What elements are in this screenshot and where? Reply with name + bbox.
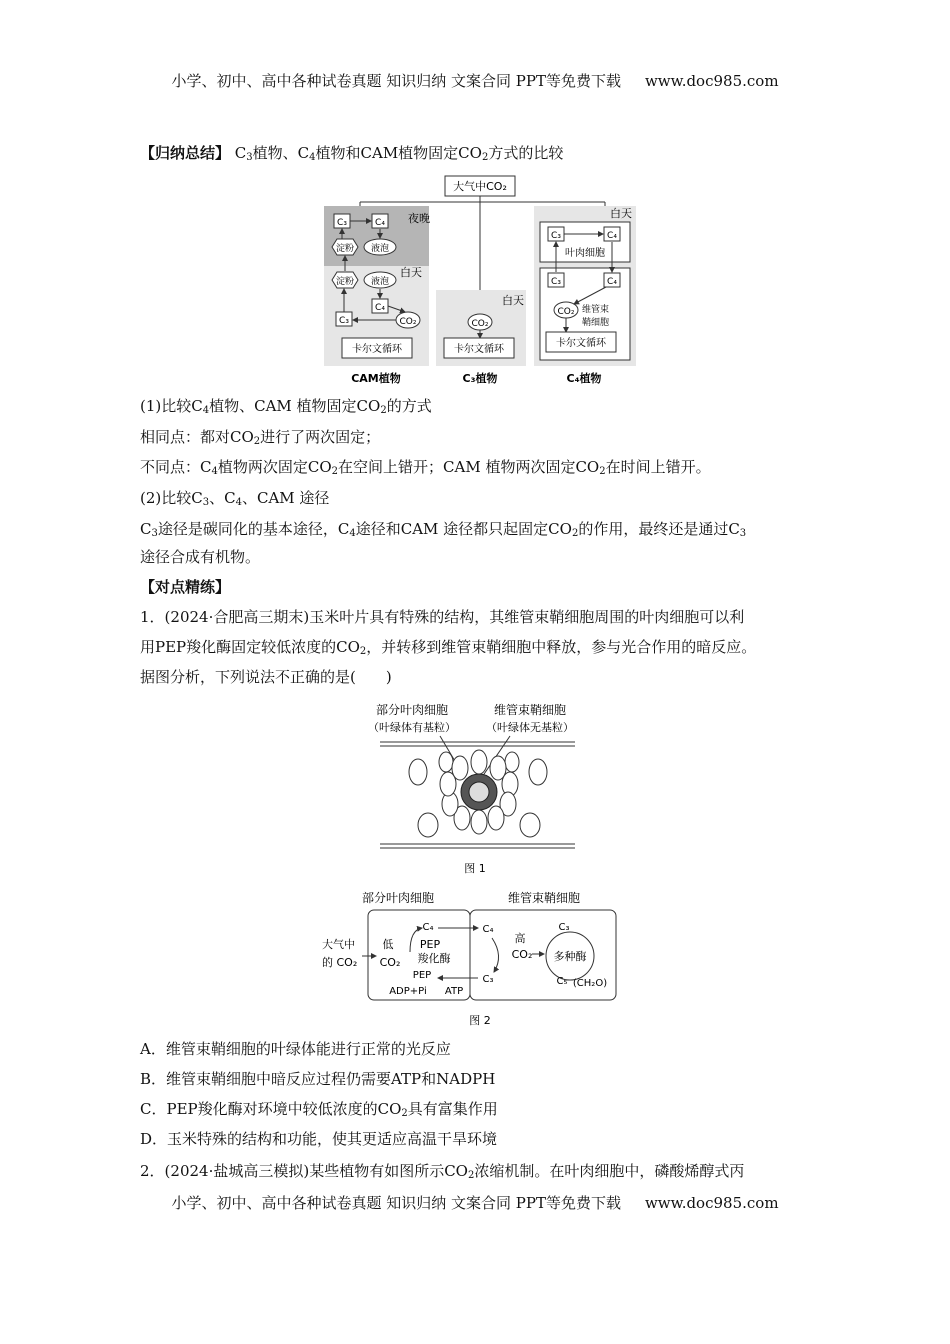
summary-title-sub: 4: [309, 152, 316, 163]
text: C: [140, 520, 152, 538]
fig2-c4: C₄: [422, 922, 434, 933]
text: (1)比较C: [140, 397, 203, 415]
sub: 4: [202, 405, 210, 416]
q1-line-1: 1．(2024·合肥高三期末)玉米叶片具有特殊的结构，其维管束鞘细胞周围的叶肉细胞可以利: [140, 608, 745, 626]
header-url: www.doc985.com: [644, 72, 779, 90]
page-header: [0, 70, 950, 91]
c4-c3-text: C₃: [551, 277, 561, 287]
sub: 3: [739, 528, 747, 539]
q2-line-1: [140, 1160, 744, 1182]
fig2-atm-2: 的 CO₂: [322, 956, 358, 969]
fig2-low: 低: [382, 938, 394, 951]
sub: 2: [571, 528, 579, 539]
text: C．PEP羧化酶对环境中较低浓度的CO: [140, 1100, 402, 1118]
fig2-high: 高: [514, 932, 526, 945]
sub: 2: [359, 646, 367, 657]
practice-tag: 【对点精练】: [140, 578, 231, 596]
paragraph-similarity: [140, 426, 380, 448]
sub: 4: [211, 466, 218, 477]
footer-url: www.doc985.com: [644, 1194, 779, 1212]
sub: 4: [235, 497, 242, 508]
fig1-right-label-2: （叶绿体无基粒）: [486, 721, 574, 734]
summary-title-part: 植物、C: [252, 144, 310, 162]
text: 、CAM 途径: [241, 489, 330, 507]
fig1-caption: 图 1: [464, 862, 486, 875]
c4-c3-text: C₃: [551, 231, 561, 241]
cam-starch-text: 淀粉: [335, 277, 355, 287]
sub: 2: [253, 436, 261, 447]
text: 途径合成有机物。: [140, 548, 261, 566]
fig2-pep: PEP: [412, 970, 432, 981]
cam-c3-text: C₃: [337, 218, 347, 228]
c4-calvin-text: 卡尔文循环: [556, 338, 606, 349]
fig2-c5: C₅: [556, 976, 568, 987]
cam-starch-text: 淀粉: [335, 244, 355, 254]
fig2-pep-enzyme-2: 羧化酶: [417, 952, 451, 965]
fig2-left-title: 部分叶肉细胞: [361, 891, 435, 905]
leaf-cross-section-figure: [340, 700, 610, 880]
page-footer: [0, 1192, 950, 1213]
text: 浓缩机制。在叶肉细胞中，磷酸烯醇式丙: [474, 1162, 745, 1180]
cam-label: CAM植物: [351, 372, 401, 385]
sub: 2: [467, 1170, 475, 1181]
fig2-caption: 图 2: [469, 1014, 491, 1027]
text: 用PEP羧化酶固定较低浓度的CO: [140, 638, 360, 656]
text: 不同点：C: [140, 458, 212, 476]
c4-co2-text: CO₂: [557, 307, 575, 317]
c4-day-label: 白天: [610, 207, 632, 220]
text: 2．(2024·盐城高三模拟)某些植物有如图所示CO: [140, 1162, 468, 1180]
fig2-pep-enzyme-1: PEP: [419, 938, 441, 951]
text: 具有富集作用: [407, 1100, 498, 1118]
text: 途径是碳同化的基本途径，C: [157, 520, 350, 538]
fig1-left-label-2: （叶绿体有基粒）: [368, 721, 456, 734]
text: (2)比较C: [140, 489, 203, 507]
summary-title-sub: 2: [481, 152, 489, 163]
sub: 3: [151, 528, 158, 539]
c4-c4-text: C₄: [607, 231, 617, 241]
fig2-atp: ATP: [444, 986, 464, 997]
sub: 2: [401, 1108, 408, 1119]
option-d: D．玉米特殊的结构和功能，使其更适应高温干旱环境: [140, 1130, 498, 1148]
fig2-ch2o: (CH₂O): [572, 978, 608, 989]
fig1-right-label-1: 维管束鞘细胞: [493, 703, 567, 717]
c3-calvin-text: 卡尔文循环: [454, 344, 504, 355]
c4-bundle-label-1: 维管束: [582, 305, 610, 315]
sub: 2: [380, 405, 387, 416]
fig2-atm-1: 大气中: [322, 938, 355, 951]
option-a: A．维管束鞘细胞的叶绿体能进行正常的光反应: [140, 1040, 451, 1058]
text: 途径和CAM 途径都只起固定CO: [355, 520, 572, 538]
q1-line-3: 据图分析，下列说法不正确的是( ): [140, 668, 392, 686]
fig2-adp: ADP+Pi: [389, 986, 427, 997]
c4-mesophyll-label: 叶肉细胞: [565, 248, 605, 259]
cam-co2-text: CO₂: [399, 317, 417, 327]
fig1-left-label-1: 部分叶肉细胞: [375, 703, 449, 717]
fig2-enzymes: 多种酶: [553, 950, 587, 963]
cam-c3-text: C₃: [339, 316, 349, 326]
summary-title-part: 植物和CAM植物固定CO: [315, 144, 482, 162]
text: 、C: [209, 489, 236, 507]
cam-c4-text: C₄: [375, 218, 385, 228]
cam-vacuole-text: 液泡: [370, 244, 390, 254]
sub: 2: [331, 466, 339, 477]
paragraph-2: [140, 487, 329, 509]
sub: 2: [599, 466, 606, 477]
text: ，并转移到维管束鞘细胞中释放，参与光合作用的暗反应。: [366, 638, 757, 656]
c4-bundle-label-2: 鞘细胞: [582, 318, 610, 328]
text: 的作用，最终还是通过C: [578, 520, 740, 538]
footer-text: 小学、初中、高中各种试卷真题 知识归纳 文案合同 PPT等免费下载: [171, 1194, 621, 1212]
c4-c4-text: C₄: [607, 277, 617, 287]
c3-label: C₃植物: [462, 372, 498, 385]
text: 相同点：都对CO: [140, 428, 254, 446]
summary-title-part: 方式的比较: [488, 144, 564, 162]
paragraph-difference: [140, 456, 711, 478]
night-label: 夜晚: [408, 212, 430, 225]
summary-title: [140, 142, 563, 164]
paragraph-1: [140, 395, 432, 417]
text: 在时间上错开。: [605, 458, 711, 476]
vascular-core: [469, 782, 489, 802]
text: 植物、CAM 植物固定CO: [209, 397, 381, 415]
fig2-low-co2: CO₂: [379, 956, 401, 969]
cam-vacuole-text: 液泡: [370, 277, 390, 287]
fig2-c3c: C₃: [558, 922, 570, 933]
sub: 3: [202, 497, 210, 508]
option-c: [140, 1098, 498, 1120]
text: 在空间上错开；CAM 植物两次固定CO: [338, 458, 600, 476]
fig2-c3b: C₃: [482, 974, 494, 985]
c3-co2-text: CO₂: [471, 319, 489, 329]
text: 进行了两次固定；: [260, 428, 381, 446]
paragraph-pathway-cont: [140, 546, 260, 568]
cam-calvin-text: 卡尔文循环: [352, 344, 402, 355]
c3-day-label: 白天: [502, 294, 524, 307]
cam-day-label: 白天: [400, 266, 422, 279]
fig2-c4b: C₄: [482, 924, 494, 935]
co2-fixation-diagram: [320, 172, 640, 390]
fig2-right-title: 维管束鞘细胞: [507, 891, 581, 905]
summary-title-sub: 3: [246, 152, 253, 163]
option-b: B．维管束鞘细胞中暗反应过程仍需要ATP和NADPH: [140, 1070, 496, 1088]
q1-line-2: [140, 636, 756, 658]
sub: 4: [349, 528, 356, 539]
c4-label: C₄植物: [566, 372, 602, 385]
summary-title-part: C: [234, 144, 247, 162]
atmosphere-label: 大气中CO₂: [453, 180, 507, 193]
text: 的方式: [386, 397, 432, 415]
cam-c4-text: C₄: [375, 303, 385, 313]
paragraph-pathway: [140, 518, 746, 540]
text: 植物两次固定CO: [217, 458, 332, 476]
header-text: 小学、初中、高中各种试卷真题 知识归纳 文案合同 PPT等免费下载: [171, 72, 621, 90]
summary-tag: 【归纳总结】: [140, 144, 231, 162]
fig2-high-co2: CO₂: [511, 948, 533, 961]
c4-pathway-figure: [318, 886, 618, 1036]
